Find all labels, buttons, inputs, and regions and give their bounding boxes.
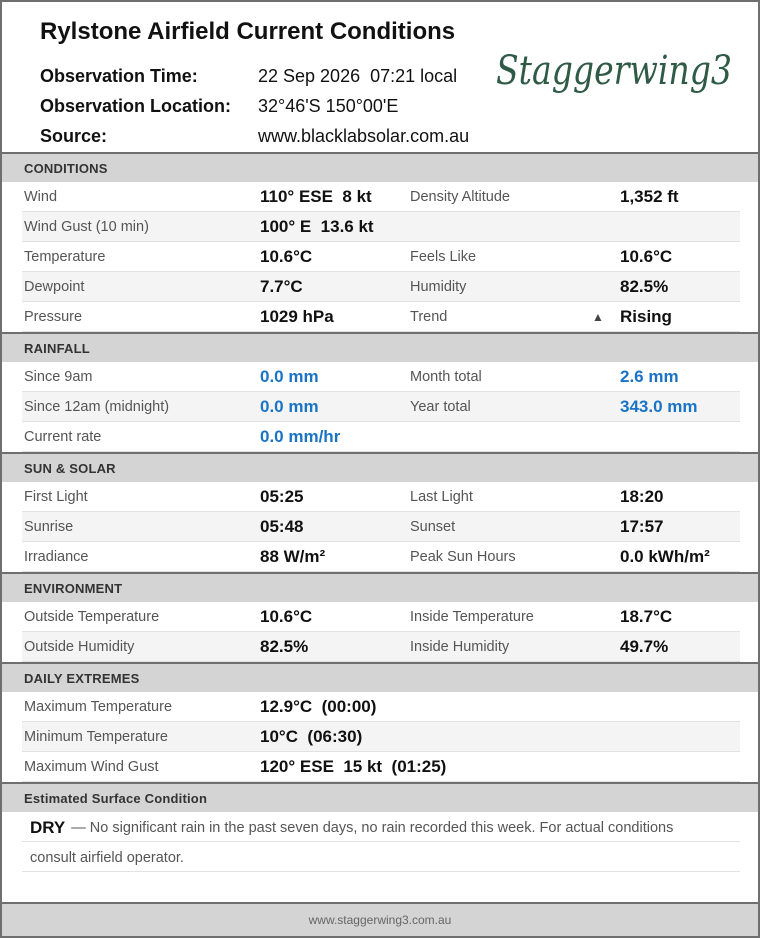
- footer: [2, 902, 758, 936]
- outside-humidity-value: 82.5%: [260, 637, 309, 656]
- surface-description-1: — No significant rain in the past seven days, no rain recorded this week. For actual conditions: [71, 820, 674, 836]
- sunrise-value: 05:48: [260, 517, 304, 536]
- observation-location-row: [40, 94, 398, 118]
- observation-location-value: 32°46'S 150°00'E: [258, 95, 399, 116]
- inside-temperature-value: 18.7°C: [620, 607, 673, 626]
- max-temperature-label: Maximum Temperature: [24, 699, 173, 715]
- section-daily-extremes-heading: DAILY EXTREMES: [2, 662, 758, 692]
- sunrise-label: Sunrise: [24, 519, 74, 535]
- inside-temperature-label: Inside Temperature: [410, 609, 534, 625]
- table-row: [22, 602, 740, 632]
- surface-description-2: consult airfield operator.: [30, 850, 184, 866]
- pressure-value: 1029 hPa: [260, 307, 334, 326]
- pressure-label: Pressure: [24, 309, 83, 325]
- observation-time-row: [40, 64, 457, 88]
- staggerwing3-logo: [492, 40, 738, 104]
- first-light-value: 05:25: [260, 487, 304, 506]
- observation-time-value: 22 Sep 2026 07:21 local: [258, 65, 458, 86]
- surface-line-2: [30, 846, 730, 870]
- current-rate-value: 0.0 mm/hr: [260, 427, 341, 446]
- section-surface-heading: Estimated Surface Condition: [2, 782, 758, 812]
- since-midnight-label: Since 12am (midnight): [24, 399, 170, 415]
- page-title: Rylstone Airfield Current Conditions: [40, 18, 456, 45]
- table-row: [22, 272, 740, 302]
- table-row: [22, 302, 740, 332]
- report-header: [2, 2, 758, 152]
- outside-temperature-label: Outside Temperature: [24, 609, 160, 625]
- irradiance-label: Irradiance: [24, 549, 89, 565]
- sunset-value: 17:57: [620, 517, 664, 536]
- table-row: [22, 212, 740, 242]
- since-9am-value: 0.0 mm: [260, 367, 319, 386]
- table-row: [22, 422, 740, 452]
- inside-humidity-value: 49.7%: [620, 637, 669, 656]
- surface-line-1: [30, 816, 730, 840]
- section-environment-heading: ENVIRONMENT: [2, 572, 758, 602]
- last-light-value: 18:20: [620, 487, 664, 506]
- wind-label: Wind: [24, 189, 58, 205]
- sunset-label: Sunset: [410, 519, 456, 535]
- section-conditions-heading: CONDITIONS: [2, 152, 758, 182]
- since-9am-label: Since 9am: [24, 369, 93, 385]
- table-row: [22, 392, 740, 422]
- humidity-label: Humidity: [410, 279, 467, 295]
- max-temperature-value: 12.9°C (00:00): [260, 697, 377, 716]
- month-total-label: Month total: [410, 369, 482, 385]
- section-rainfall-heading: RAINFALL: [2, 332, 758, 362]
- min-temperature-value: 10°C (06:30): [260, 727, 363, 746]
- year-total-value: 343.0 mm: [620, 397, 698, 416]
- current-rate-label: Current rate: [24, 429, 102, 445]
- feels-like-value: 10.6°C: [620, 247, 673, 266]
- triangle-up-icon: ▲: [592, 310, 604, 324]
- min-temperature-label: Minimum Temperature: [24, 729, 168, 745]
- temperature-label: Temperature: [24, 249, 106, 265]
- source-row: [40, 124, 469, 148]
- max-wind-gust-label: Maximum Wind Gust: [24, 759, 159, 775]
- dewpoint-label: Dewpoint: [24, 279, 85, 295]
- humidity-value: 82.5%: [620, 277, 669, 296]
- peak-sun-hours-value: 0.0 kWh/m²: [620, 547, 710, 566]
- density-altitude-value: 1,352 ft: [620, 187, 679, 206]
- table-row: [22, 722, 740, 752]
- table-row: [22, 482, 740, 512]
- surface-condition-value: DRY: [30, 818, 66, 837]
- trend-value: Rising: [620, 307, 672, 326]
- max-wind-gust-value: 120° ESE 15 kt (01:25): [260, 757, 447, 776]
- since-midnight-value: 0.0 mm: [260, 397, 319, 416]
- logo-text: Staggerwing3: [496, 48, 732, 94]
- table-row: [22, 512, 740, 542]
- year-total-label: Year total: [410, 399, 471, 415]
- outside-temperature-value: 10.6°C: [260, 607, 313, 626]
- wind-gust-value: 100° E 13.6 kt: [260, 217, 374, 236]
- observation-location-label: Observation Location:: [40, 95, 232, 116]
- observation-time-label: Observation Time:: [40, 65, 198, 86]
- footer-link[interactable]: www.staggerwing3.com.au: [308, 913, 452, 927]
- dewpoint-value: 7.7°C: [260, 277, 303, 296]
- first-light-label: First Light: [24, 489, 88, 505]
- peak-sun-hours-label: Peak Sun Hours: [410, 549, 516, 565]
- outside-humidity-label: Outside Humidity: [24, 639, 135, 655]
- section-sun-solar-heading: SUN & SOLAR: [2, 452, 758, 482]
- table-row: [22, 362, 740, 392]
- source-link[interactable]: www.blacklabsolar.com.au: [258, 125, 470, 146]
- wind-value: 110° ESE 8 kt: [260, 187, 372, 206]
- source-label: Source:: [40, 125, 108, 146]
- last-light-label: Last Light: [410, 489, 473, 505]
- wind-gust-label: Wind Gust (10 min): [24, 219, 149, 235]
- table-row: [22, 542, 740, 572]
- temperature-value: 10.6°C: [260, 247, 313, 266]
- month-total-value: 2.6 mm: [620, 367, 679, 386]
- table-row: [22, 692, 740, 722]
- density-altitude-label: Density Altitude: [410, 189, 510, 205]
- trend-label: Trend: [410, 309, 448, 325]
- inside-humidity-label: Inside Humidity: [410, 639, 510, 655]
- table-row: [22, 182, 740, 212]
- irradiance-value: 88 W/m²: [260, 547, 326, 566]
- feels-like-label: Feels Like: [410, 249, 477, 265]
- table-row: [22, 632, 740, 662]
- table-row: [22, 242, 740, 272]
- table-row: [22, 752, 740, 782]
